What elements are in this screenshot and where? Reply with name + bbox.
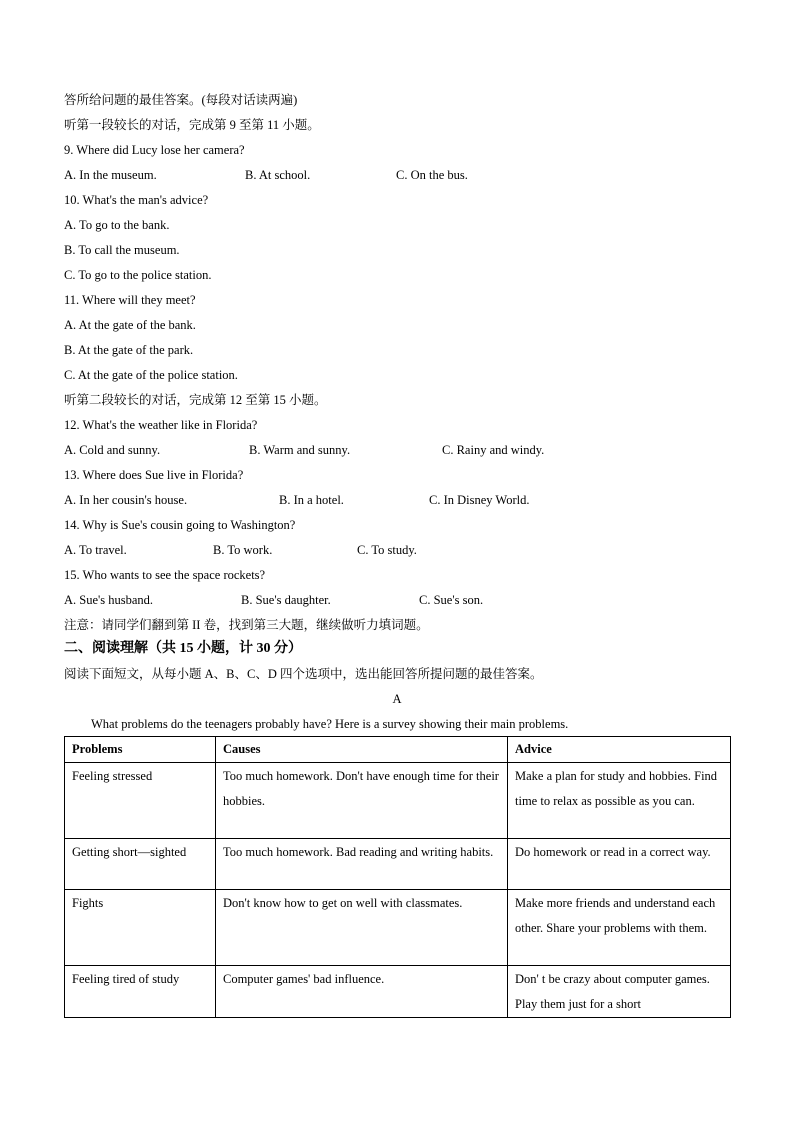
q12-option-a: A. Cold and sunny. (64, 443, 161, 457)
cell-problem: Feeling stressed (65, 763, 216, 839)
dialogue1-instruction: 听第一段较长的对话，完成第 9 至第 11 小题。 (64, 118, 320, 132)
question-9-stem: 9. Where did Lucy lose her camera? (64, 143, 245, 157)
question-13-stem: 13. Where does Sue live in Florida? (64, 468, 244, 482)
cell-cause: Don't know how to get on well with classmates. (216, 890, 508, 966)
q10-option-a: A. To go to the bank. (64, 218, 170, 232)
table-row (65, 763, 731, 839)
header-causes: Causes (216, 737, 508, 763)
q12-option-b: B. Warm and sunny. (249, 443, 351, 457)
q15-option-c: C. Sue's son. (419, 593, 484, 607)
question-10-stem: 10. What's the man's advice? (64, 193, 209, 207)
cell-problem: Feeling tired of study (65, 966, 216, 1018)
question-11-stem: 11. Where will they meet? (64, 293, 196, 307)
q14-option-b: B. To work. (213, 543, 273, 557)
note-text: 注意：请同学们翻到第 II 卷，找到第三大题，继续做听力填词题。 (64, 618, 429, 632)
q9-option-c: C. On the bus. (396, 168, 468, 182)
cell-cause: Too much homework. Don't have enough time for their hobbies. (216, 763, 508, 839)
cell-cause: Computer games' bad influence. (216, 966, 508, 1018)
q15-option-a: A. Sue's husband. (64, 593, 154, 607)
q14-option-a: A. To travel. (64, 543, 127, 557)
q13-option-a: A. In her cousin's house. (64, 493, 188, 507)
q13-option-c: C. In Disney World. (429, 493, 530, 507)
question-12-stem: 12. What's the weather like in Florida? (64, 418, 258, 432)
cell-problem: Getting short—sighted (65, 839, 216, 890)
cell-problem: Fights (65, 890, 216, 966)
passage-label: A (392, 692, 402, 706)
section2-title: 二、阅读理解（共 15 小题，计 30 分） (64, 641, 302, 656)
cell-cause: Too much homework. Bad reading and writing habits. (216, 839, 508, 890)
q10-option-b: B. To call the museum. (64, 243, 180, 257)
section2-instruction: 阅读下面短文，从每小题 A、B、C、D 四个选项中，选出能回答所提问题的最佳答案。 (64, 667, 543, 681)
q10-option-c: C. To go to the police station. (64, 268, 212, 282)
cell-advice: Make a plan for study and hobbies. Find time to relax as possible as you can. (508, 763, 731, 839)
table-row (65, 839, 731, 890)
header-advice: Advice (508, 737, 731, 763)
cell-advice: Do homework or read in a correct way. (508, 839, 731, 890)
header-problems: Problems (65, 737, 216, 763)
q9-option-a: A. In the museum. (64, 168, 157, 182)
q14-option-c: C. To study. (357, 543, 417, 557)
q11-option-c: C. At the gate of the police station. (64, 368, 238, 382)
question-14-stem: 14. Why is Sue's cousin going to Washington? (64, 518, 296, 532)
table-row (65, 890, 731, 966)
cell-advice: Make more friends and understand each other. Share your problems with them. (508, 890, 731, 966)
q11-option-a: A. At the gate of the bank. (64, 318, 196, 332)
dialogue2-instruction: 听第二段较长的对话，完成第 12 至第 15 小题。 (64, 393, 327, 407)
q9-option-b: B. At school. (245, 168, 311, 182)
q11-option-b: B. At the gate of the park. (64, 343, 194, 357)
table-row (65, 966, 731, 1018)
q13-option-b: B. In a hotel. (279, 493, 344, 507)
table-header-row (65, 737, 731, 763)
cell-advice: Don' t be crazy about computer games. Play them just for a short (508, 966, 731, 1018)
q12-option-c: C. Rainy and windy. (442, 443, 545, 457)
listening-intro: 答所给问题的最佳答案。(每段对话读两遍) (64, 93, 298, 107)
survey-table (64, 736, 731, 1018)
q15-option-b: B. Sue's daughter. (241, 593, 331, 607)
passage-intro: What problems do the teenagers probably have? Here is a survey showing their main problems. (91, 717, 569, 731)
question-15-stem: 15. Who wants to see the space rockets? (64, 568, 266, 582)
